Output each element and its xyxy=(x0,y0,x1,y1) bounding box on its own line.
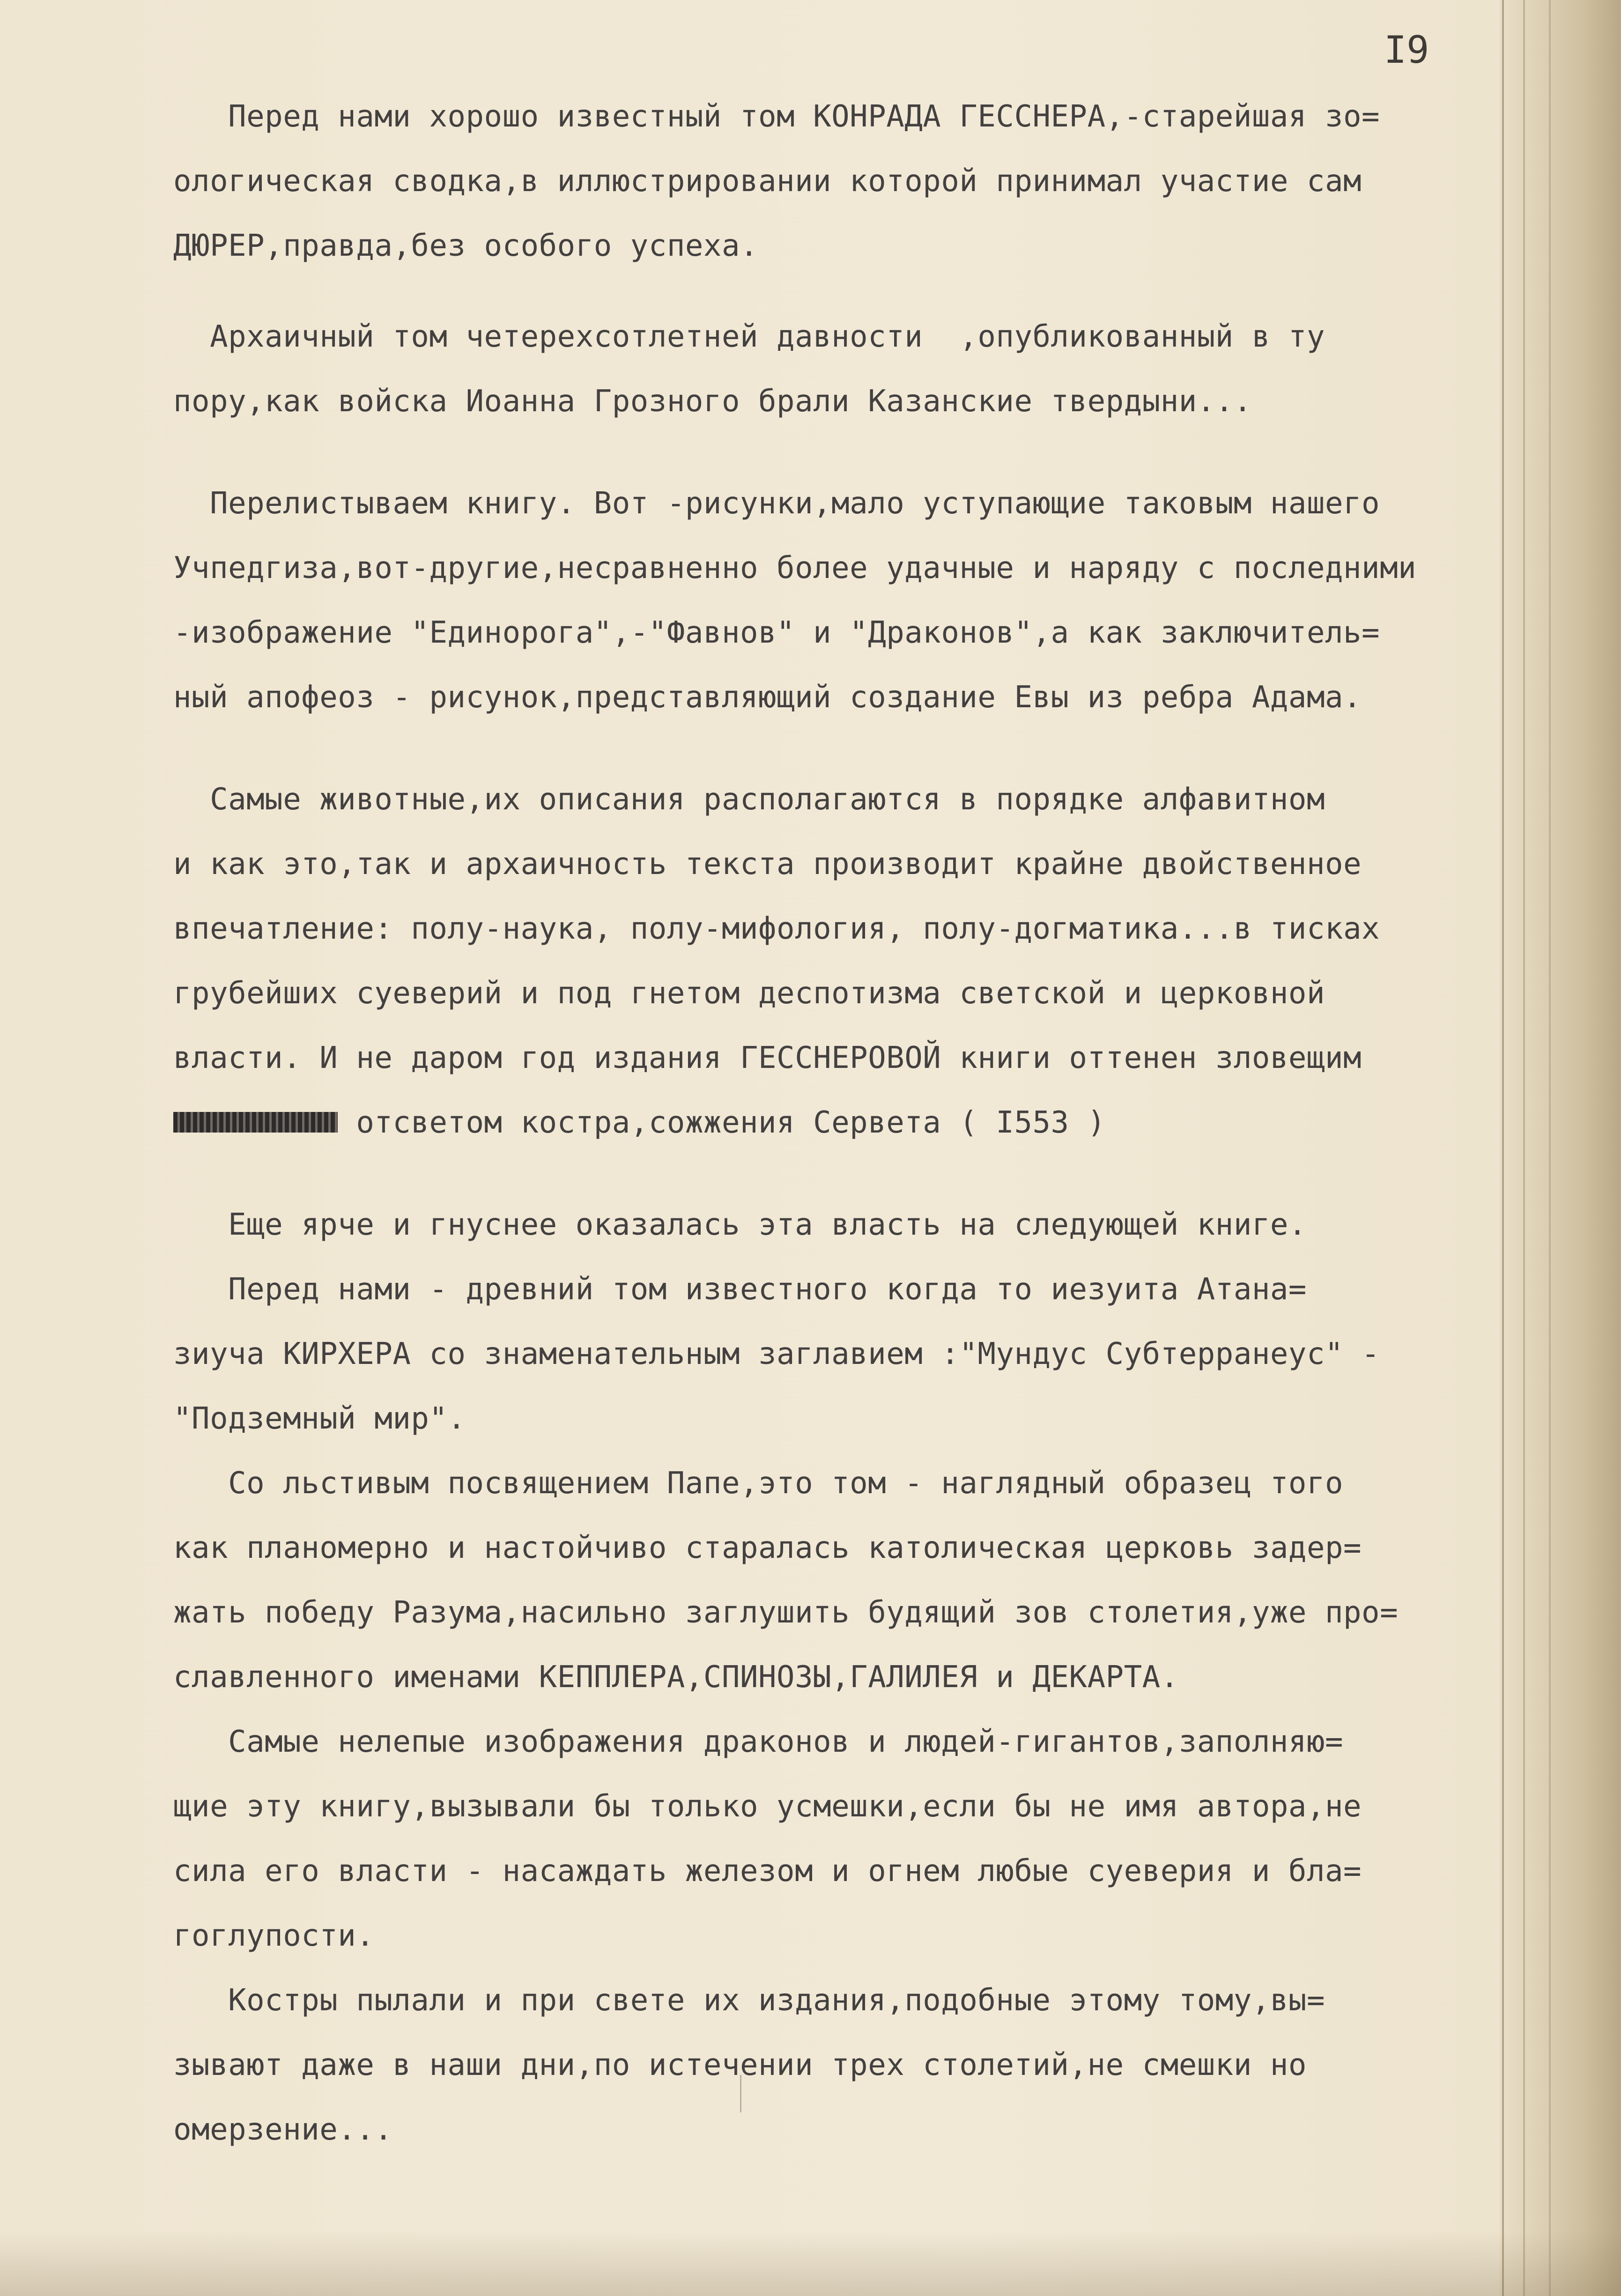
text-line: Самые животные,их описания располагаются в порядке алфавитном xyxy=(173,782,1325,817)
text-line: гоглупости. xyxy=(173,1918,375,1953)
text-line: Перед нами - древний том известного когда то иезуита Атана= xyxy=(173,1272,1307,1307)
text-line-rest: отсветом костра,сожжения Сервета ( I553 ) xyxy=(338,1105,1106,1140)
text-line: щие эту книгу,вызывали бы только усмешки,если бы не имя автора,не xyxy=(173,1789,1362,1824)
paragraph-archaic-volume xyxy=(173,304,1522,434)
text-line: грубейших суеверий и под гнетом деспотизма светской и церковной xyxy=(173,976,1325,1011)
page-number: I9 xyxy=(1384,28,1429,72)
text-line: власти. И не даром год издания ГЕССНЕРОВОЙ книги оттенен зловещим xyxy=(173,1041,1362,1075)
page-edge-line xyxy=(1549,0,1551,2296)
paragraph-gessner xyxy=(173,84,1522,278)
paragraph-dragons xyxy=(173,1710,1522,1968)
page-edge-line xyxy=(1523,0,1525,2296)
text-line: Перелистываем книгу. Вот -рисунки,мало уступающие таковым нашего xyxy=(173,486,1380,521)
text-line: Перед нами хорошо известный том КОНРАДА ГЕССНЕРА,-старейшая зо= xyxy=(173,99,1380,134)
text-line: Костры пылали и при свете их издания,подобные этому тому,вы= xyxy=(173,1983,1325,2018)
text-line: ДЮРЕР,правда,без особого успеха. xyxy=(173,229,758,263)
page-bottom-shadow xyxy=(0,2230,1621,2296)
paragraph-animals xyxy=(173,767,1522,1155)
text-line: славленного именами КЕППЛЕРА,СПИНОЗЫ,ГАЛИЛЕЯ и ДЕКАРТА. xyxy=(173,1660,1179,1695)
text-line: как планомерно и настойчиво старалась католическая церковь задер= xyxy=(173,1531,1362,1565)
text-line: Самые нелепые изображения драконов и людей-гигантов,заполняю= xyxy=(173,1725,1343,1759)
typewritten-text xyxy=(173,84,1522,2162)
paragraph-fires xyxy=(173,1968,1522,2162)
text-line: впечатление: полу-наука, полу-мифология, полу-догматика...в тисках xyxy=(173,911,1380,946)
text-line: и как это,так и архаичность текста производит крайне двойственное xyxy=(173,847,1362,881)
text-line: Архаичный том четерехсотлетней давности ,опубликованный в ту xyxy=(173,319,1325,354)
text-line-with-strikeout xyxy=(173,1090,1522,1155)
paragraph-dedication xyxy=(173,1451,1522,1710)
pencil-mark xyxy=(740,2075,741,2112)
text-line: -изображение "Единорога",-"Фавнов" и "Драконов",а как заключитель= xyxy=(173,615,1380,650)
text-line: жать победу Разума,насильно заглушить будящий зов столетия,уже про= xyxy=(173,1595,1399,1630)
text-line: Учпедгиза,вот-другие,несравненно более удачные и наряду с последними xyxy=(173,551,1417,585)
text-line: ологическая сводка,в иллюстрировании которой принимал участие сам xyxy=(173,164,1362,199)
text-line: ный апофеоз - рисунок,представляющий создание Евы из ребра Адама. xyxy=(173,680,1362,715)
struck-out-word xyxy=(173,1112,338,1133)
text-line: Со льстивым посвящением Папе,это том - наглядный образец того xyxy=(173,1466,1343,1501)
text-line: Еще ярче и гнуснее оказалась эта власть на следующей книге. xyxy=(173,1207,1307,1242)
text-line: пору,как войска Иоанна Грозного брали Казанские твердыни... xyxy=(173,384,1252,419)
paragraph-kircher xyxy=(173,1192,1522,1451)
paragraph-illustrations xyxy=(173,471,1522,730)
text-line: "Подземный мир". xyxy=(173,1401,466,1436)
text-line: зиуча КИРХЕРА со знаменательным заглавием :"Мундус Субтерранеус" - xyxy=(173,1337,1380,1371)
text-line: омерзение... xyxy=(173,2112,393,2147)
text-line: сила его власти - насаждать железом и огнем любые суеверия и бла= xyxy=(173,1854,1362,1889)
text-line: зывают даже в наши дни,по истечении трех столетий,не смешки но xyxy=(173,2048,1307,2082)
